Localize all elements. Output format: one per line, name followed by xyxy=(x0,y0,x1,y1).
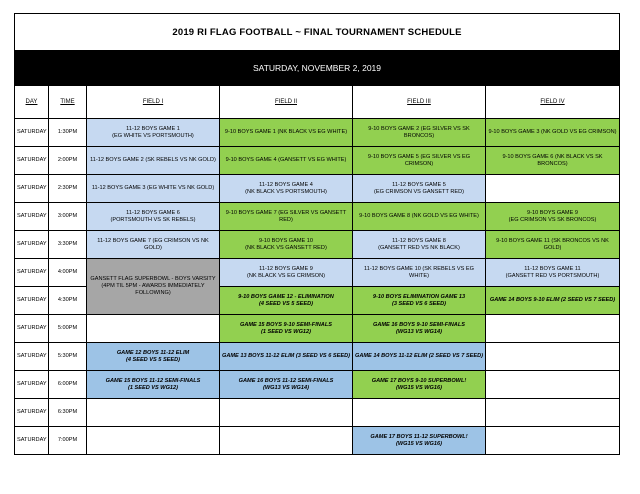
game-matchup: (NK BLACK VS EG CRIMSON) xyxy=(246,272,325,279)
game-label: 9-10 BOYS GAME 12 - ELIMINATION xyxy=(238,293,334,300)
game-cell xyxy=(486,147,620,175)
empty-cell xyxy=(220,427,353,455)
game-matchup: (4 SEED VS 5 SEED) xyxy=(258,300,314,307)
game-cell xyxy=(220,259,353,287)
day-cell: SATURDAY xyxy=(15,315,49,343)
game-matchup: (1 SEED VS WG12) xyxy=(260,328,312,335)
game-label: 9-10 BOYS GAME 4 (GANSETT VS EG WHITE) xyxy=(225,157,347,163)
game-cell xyxy=(220,231,353,259)
time-cell: 4:00PM xyxy=(49,259,87,287)
empty-cell xyxy=(486,343,620,371)
game-label: 11-12 BOYS GAME 6 xyxy=(126,209,180,216)
game-matchup: (4 SEED VS 5 SEED) xyxy=(125,356,181,363)
game-label: GAME 15 BOYS 9-10 SEMI-FINALS xyxy=(239,321,332,328)
table-row xyxy=(15,175,620,203)
game-cell xyxy=(220,287,353,315)
time-cell: 5:30PM xyxy=(49,343,87,371)
game-label: 11-12 BOYS GAME 5 xyxy=(392,181,446,188)
table-row xyxy=(15,259,620,287)
empty-cell xyxy=(486,371,620,399)
game-matchup: (3 SEED VS 6 SEED) xyxy=(391,300,447,307)
game-matchup: (EG WHITE VS PORTSMOUTH) xyxy=(112,132,194,139)
game-cell xyxy=(353,175,486,203)
header-field-2: FIELD II xyxy=(220,86,353,119)
game-cell xyxy=(87,371,220,399)
game-matchup: (EG CRIMSON VS GANSETT RED) xyxy=(373,188,465,195)
game-cell xyxy=(353,231,486,259)
game-label: 9-10 BOYS GAME 11 (SK BRONCOS VS NK xyxy=(496,237,609,244)
game-matchup: (1 SEED VS WG12) xyxy=(127,384,179,391)
empty-cell xyxy=(486,315,620,343)
game-matchup: (EG CRIMSON VS SK BRONCOS) xyxy=(508,216,597,223)
game-matchup: (GANSETT RED VS NK BLACK) xyxy=(378,244,460,251)
day-cell: SATURDAY xyxy=(15,147,49,175)
game-label: GAME 16 BOYS 11-12 SEMI-FINALS xyxy=(238,377,334,384)
game-cell xyxy=(220,175,353,203)
day-cell: SATURDAY xyxy=(15,231,49,259)
game-label: 9-10 BOYS GAME 7 (EG SILVER VS GANSETT xyxy=(225,209,347,216)
game-cell xyxy=(220,343,353,371)
game-cell xyxy=(87,175,220,203)
game-label: 9-10 BOYS GAME 5 (EG SILVER VS EG CRIMSON) xyxy=(367,153,471,167)
table-row xyxy=(15,231,620,259)
game-label: 11-12 BOYS GAME 8 xyxy=(392,237,446,244)
game-matchup: (GANSETT RED VS PORTSMOUTH) xyxy=(505,272,600,279)
page-title: 2019 RI FLAG FOOTBALL ~ FINAL TOURNAMENT SCHEDULE xyxy=(15,14,620,51)
game-cell xyxy=(486,259,620,287)
game-label: GAME 14 BOYS 9-10 ELIM (2 SEED VS 7 SEED) xyxy=(489,297,616,303)
empty-cell xyxy=(486,399,620,427)
game-cell xyxy=(353,427,486,455)
time-cell: 6:00PM xyxy=(49,371,87,399)
time-cell: 4:30PM xyxy=(49,287,87,315)
game-cell xyxy=(87,231,220,259)
game-label: GAME 17 BOYS 9-10 SUPERBOWL! xyxy=(371,377,467,384)
game-cell xyxy=(353,343,486,371)
game-label: 9-10 BOYS GAME 3 (NK GOLD VS EG CRIMSON) xyxy=(488,129,617,135)
game-label: 9-10 BOYS GAME 9 xyxy=(527,209,578,216)
day-cell: SATURDAY xyxy=(15,119,49,147)
game-label: 11-12 BOYS GAME 9 xyxy=(259,265,313,272)
date-banner: SATURDAY, NOVEMBER 2, 2019 xyxy=(15,51,620,86)
time-cell: 2:30PM xyxy=(49,175,87,203)
game-label: 9-10 BOYS GAME 8 (NK GOLD VS EG WHITE) xyxy=(359,213,479,219)
day-cell: SATURDAY xyxy=(15,287,49,315)
table-row xyxy=(15,399,620,427)
game-label: 11-12 BOYS GAME 1 xyxy=(126,125,180,132)
game-label: GAME 16 BOYS 9-10 SEMI-FINALS xyxy=(372,321,465,328)
game-label: 11-12 BOYS GAME 2 (SK REBELS VS NK GOLD) xyxy=(90,157,216,163)
empty-cell xyxy=(353,399,486,427)
time-cell: 7:00PM xyxy=(49,427,87,455)
game-label: 9-10 BOYS ELIMINATION GAME 13 xyxy=(372,293,466,300)
day-cell: SATURDAY xyxy=(15,399,49,427)
empty-cell xyxy=(486,427,620,455)
game-matchup: GOLD) xyxy=(543,244,562,251)
day-cell: SATURDAY xyxy=(15,371,49,399)
game-matchup: (WG13 VS WG14) xyxy=(395,328,442,335)
game-cell xyxy=(353,259,486,287)
game-cell xyxy=(486,231,620,259)
day-cell: SATURDAY xyxy=(15,175,49,203)
empty-cell xyxy=(486,175,620,203)
game-cell xyxy=(353,371,486,399)
day-cell: SATURDAY xyxy=(15,427,49,455)
superbowl-varsity-cell xyxy=(87,259,220,315)
game-cell xyxy=(87,203,220,231)
game-cell xyxy=(486,203,620,231)
game-cell xyxy=(87,343,220,371)
time-cell: 3:30PM xyxy=(49,231,87,259)
game-note-cont: FOLLOWING) xyxy=(135,290,171,296)
time-cell: 3:00PM xyxy=(49,203,87,231)
game-cell xyxy=(220,147,353,175)
game-label: 9-10 BOYS GAME 2 (EG SILVER VS SK BRONCOS) xyxy=(368,125,470,139)
empty-cell xyxy=(87,315,220,343)
game-label: GAME 17 BOYS 11-12 SUPERBOWL! xyxy=(370,433,468,440)
game-matchup: (WG15 VS WG16) xyxy=(395,440,442,447)
table-row xyxy=(15,119,620,147)
table-row xyxy=(15,315,620,343)
game-cell xyxy=(87,147,220,175)
game-label: GAME 13 BOYS 11-12 ELIM (3 SEED VS 6 SEED) xyxy=(222,353,350,359)
game-label: 11-12 BOYS GAME 3 (EG WHITE VS NK GOLD) xyxy=(91,185,215,191)
table-row xyxy=(15,371,620,399)
game-label: GAME 15 BOYS 11-12 SEMI-FINALS xyxy=(105,377,201,384)
game-matchup: GOLD) xyxy=(144,244,162,251)
game-cell xyxy=(220,203,353,231)
empty-cell xyxy=(220,399,353,427)
time-cell: 5:00PM xyxy=(49,315,87,343)
game-matchup: RED) xyxy=(279,216,293,223)
game-label: 11-12 BOYS GAME 10 (SK REBELS VS EG WHITE) xyxy=(364,265,474,279)
game-cell xyxy=(353,119,486,147)
game-matchup: (WG15 VS WG16) xyxy=(395,384,442,391)
header-field-3: FIELD III xyxy=(353,86,486,119)
header-time: TIME xyxy=(49,86,87,119)
table-row xyxy=(15,343,620,371)
game-label: GAME 14 BOYS 11-12 ELIM (2 SEED VS 7 SEED) xyxy=(355,353,483,359)
game-cell xyxy=(353,203,486,231)
game-cell xyxy=(220,371,353,399)
game-label: 11-12 BOYS GAME 7 (EG CRIMSON VS NK xyxy=(97,237,209,244)
game-cell xyxy=(353,147,486,175)
game-matchup: (NK BLACK VS PORTSMOUTH) xyxy=(245,188,327,195)
table-row xyxy=(15,147,620,175)
header-field-4: FIELD IV xyxy=(486,86,620,119)
game-cell xyxy=(353,315,486,343)
header-day: DAY xyxy=(15,86,49,119)
game-cell xyxy=(87,119,220,147)
schedule-table xyxy=(14,13,620,455)
game-label: 11-12 BOYS GAME 11 xyxy=(524,265,581,272)
game-label: GANSETT FLAG SUPERBOWL - BOYS VARSITY xyxy=(90,276,216,282)
game-label: 9-10 BOYS GAME 1 (NK BLACK VS EG WHITE) xyxy=(224,129,348,135)
game-note: (4PM TIL 5PM - AWARDS IMMEDIATELY xyxy=(101,283,205,289)
time-cell: 2:00PM xyxy=(49,147,87,175)
game-matchup: (NK BLACK VS GANSETT RED) xyxy=(245,244,327,251)
table-row xyxy=(15,203,620,231)
time-cell: 6:30PM xyxy=(49,399,87,427)
table-row xyxy=(15,427,620,455)
empty-cell xyxy=(87,427,220,455)
day-cell: SATURDAY xyxy=(15,203,49,231)
game-cell xyxy=(353,287,486,315)
day-cell: SATURDAY xyxy=(15,259,49,287)
time-cell: 1:30PM xyxy=(49,119,87,147)
header-field-1: FIELD I xyxy=(87,86,220,119)
empty-cell xyxy=(87,399,220,427)
day-cell: SATURDAY xyxy=(15,343,49,371)
game-label: 11-12 BOYS GAME 4 xyxy=(259,181,313,188)
game-label: GAME 12 BOYS 11-12 ELIM xyxy=(116,349,190,356)
game-label: 9-10 BOYS GAME 10 xyxy=(258,237,314,244)
game-matchup: (PORTSMOUTH VS SK REBELS) xyxy=(110,216,196,223)
game-cell xyxy=(220,119,353,147)
game-matchup: (WG13 VS WG14) xyxy=(262,384,309,391)
game-cell xyxy=(220,315,353,343)
game-cell xyxy=(486,119,620,147)
game-cell xyxy=(486,287,620,315)
game-label: 9-10 BOYS GAME 6 (NK BLACK VS SK BRONCOS) xyxy=(502,153,603,167)
